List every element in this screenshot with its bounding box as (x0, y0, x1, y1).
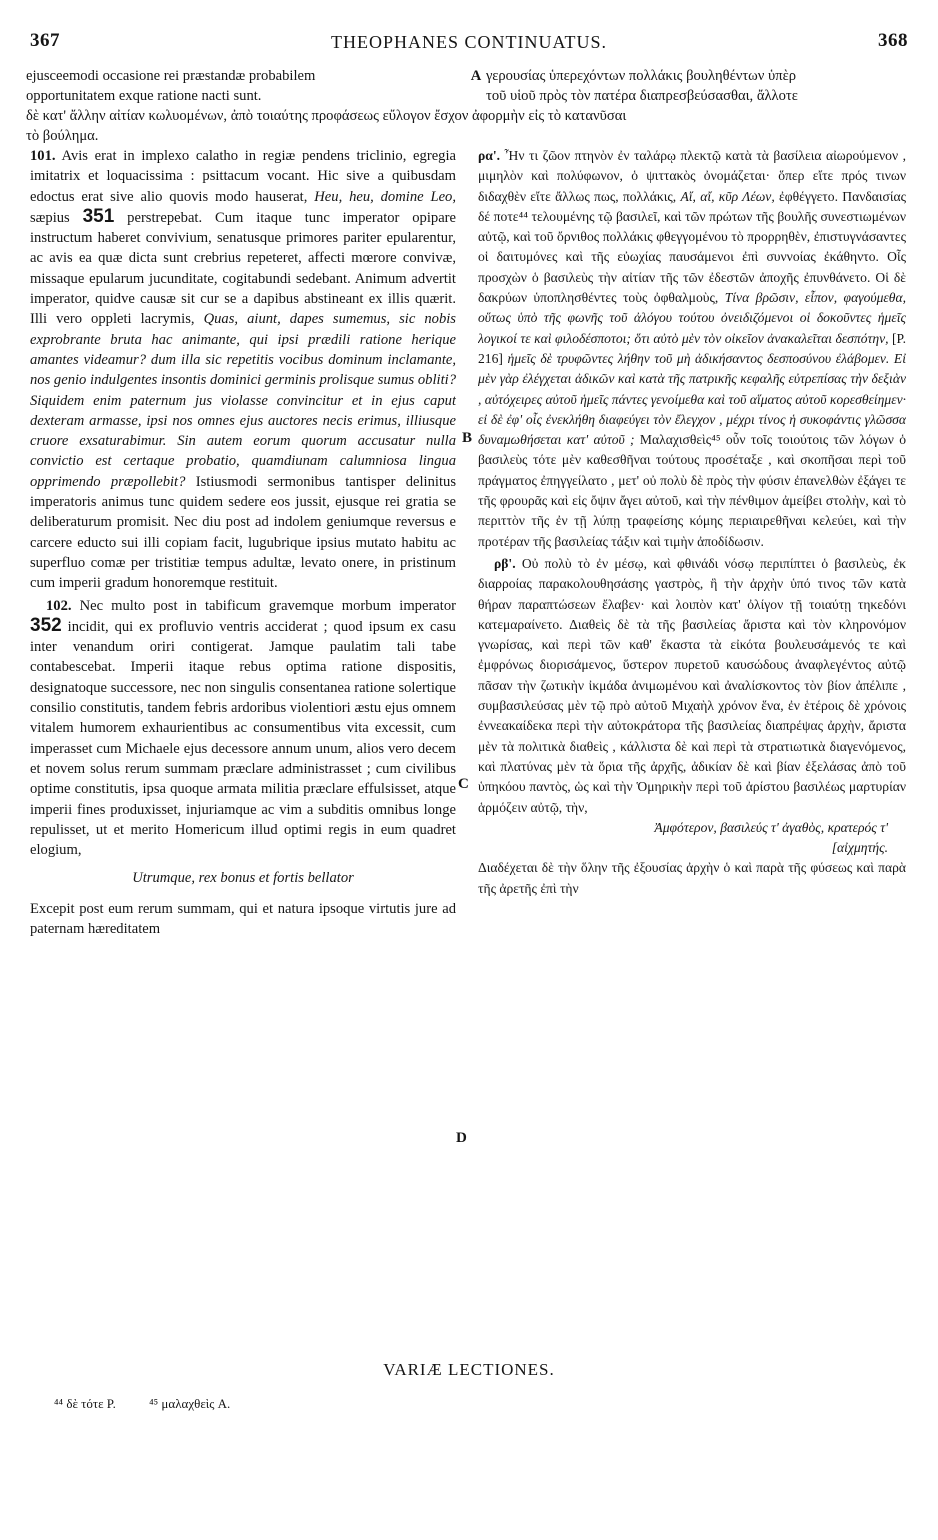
greek-verse-line-2: [αἰχμητής. (831, 840, 888, 856)
greek-verse-line-1: Ἀμφότερον, βασιλεύς τ' ἀγαθὸς, κρατερός τ' (654, 819, 888, 835)
variant-note: ⁴⁵ μαλαχθεὶς A. (149, 1396, 231, 1411)
section-number: ρβ'. (494, 555, 516, 571)
latin-column (30, 146, 456, 1358)
section-number: 101. (30, 148, 56, 164)
variant-note: ⁴⁴ δὲ τότε P. (54, 1396, 116, 1411)
running-title: THEOPHANES CONTINUATUS. (330, 32, 607, 52)
margin-marker-a: A (470, 68, 482, 84)
page-reference: [P. 216] (478, 330, 906, 366)
top-latin-2: opportunitatem exque ratione nacti sunt. (26, 88, 262, 104)
section-number: ρα'. (478, 148, 501, 163)
variae-heading: VARIÆ LECTIONES. (383, 1360, 555, 1379)
top-greek-1: γερουσίας ὑπερεχόντων πολλάκις βουληθέντων ὑπὲρ (486, 68, 797, 84)
section-number: 102. (46, 597, 72, 614)
greek-section-102: ρβ'. Οὐ πολὺ τὸ ἐν μέσῳ, καὶ φθινάδι νόσῳ περιπίπτει ὁ βασιλεὺς, ἐκ διαρροίας παρακολουθησάσης γαστρὸς, ἣ τὴν ἀρχὴν ὑπό τινος τῶν κατὰ θήραν παραπτώσεων ἔλαβεν· καὶ λοιπὸν κατ' ὀλίγον τῇ τοιαύτῃ τηκεδόνι κατεμαραίνετο. Διαθεὶς δὲ τὰ τῆς βασιλείας ἄριστα καὶ τὸν κληρονόμον γνωρίσας, καὶ περὶ τῶν καθ' ἕκαστα τὰ εἰκότα βουλευσάμενός τε καὶ ἐμφρόνως διορισάμενος, ὕστερον πυρετοῦ καυσώδους ἀναφλεγέντος αὐτῷ πᾶσαν τὴν ζωτικὴν ἰκμάδα ἀνιμωμένου καὶ ἀναλίσκοντος τὸν βίον ἀπέλιπε , συμβασιλεύσας μὲν τῷ πρὸ αὐτοῦ Μιχαὴλ χρόνον ἕνα, ἐν ἑτέροις δὲ χρόνοις ἐννεακαίδεκα περὶ τὴν αὐτοκράτορα τῆς βασιλείας διαπρέψας ἀρχὴν, ἄριστα μὲν τὰ πολιτικὰ διαθεὶς , κάλλιστα δὲ καὶ περὶ τὰ στρατιωτικὰ διαγενόμενος, καὶ πλατύνας μὲν τὰ ὅρια τῆς ἀρχῆς, ἀδικίαν δὲ καὶ βίαν ἐξελάσας ἀπὸ τοῦ ὑπηκόου παντὸς, ὡς καὶ τὴν Ὁμηρικὴν περὶ τοῦ ἀρίστου βασιλέως μαρτυρίαν ἁρμόζειν αὐτῷ, τὴν, (478, 555, 906, 815)
top-latin-1: ejusceemodi occasione rei præstandæ probabilem (26, 68, 316, 84)
latin-section-101: 101. Avis erat in implexo calatho in regiæ pendens triclinio, egregia imitatrix et loquacissima : psittacum vocant. Hic sive a quibusdam edoctus erat sive alio quovis modo hauserat, Heu, heu, domine Leo, sæpius 351 perstrepebat. Cum itaque tunc imperator opipare instructum haberet convivium, senatusque primores pariter epularentur, ac avis ea quæ dicta sunt crebrius repeteret, affecti mœrore convivæ, missaque epularum jucunditate, cogitabundi sedebant. Animum advertit imperator, quidve causæ sit cur se a dapibus abstineant ex illis quærit. Illi vero oppleti lacrymis, Quas, aiunt, dapes sumemus, sic nobis exprobrante bruta hac animante, qui ipsi prædili ratione herique amantes videamur? dum illa sic repetitis vocibus dominum inclamante, nos genio indulgentes insontis dominici germinis prolisque sumus obliti? Siquidem enim paternum jus violasse convincitur et in ejus caput dexteram armasse, ipsi nos omnes ejus auctores necis erimus, illiusque cruore exsaturabimur. Sin autem eorum quorum accusatur nulla convictio est certaque probatio, quamdiunam calumniosa lingua opprimendo præpollebit? Istiusmodi sermonibus tantisper delinitus imperatoris animus tunc quidem sedere eos jussit, ejusque rei gratia se deliberaturum promisit. Nec diu post ad indolem geniumque reversus e carcere educto sui illi copiam facit, lugubrique ipsius mutato habitu ac superfluo comæ per tristitiæ tempus adultæ, levato onere, in pristinum cum imperii gradum honoremque restituit. (30, 148, 456, 592)
variant-notes (54, 1396, 260, 1412)
top-line-4: τὸ βούλημα. (26, 128, 99, 144)
page-header (30, 30, 908, 58)
right-page-number: 368 (878, 30, 908, 51)
top-line-1 (26, 66, 912, 86)
margin-marker-d: D (456, 1130, 467, 1146)
greek-section-101: ρα'. Ἦν τι ζῶον πτηνὸν ἐν ταλάρῳ πλεκτῷ κατὰ τὰ βασίλεια αἰωρούμενον , μιμηλὸν καὶ πολύφωνον, ὁ ψιττακὸς ὀνομάζεται· ὅπερ εἴτε πρός τινων διδαχθὲν εἴτε ἄλλως πως, πολλάκις, Αἴ, αἴ, κῦρ Λέων, ἐφθέγγετο. Πανδαισίας δέ ποτε⁴⁴ τελουμένης τῷ βασιλεῖ, καὶ τῶν πρώτων τῆς βουλῆς συνεστιωμένων αὐτῷ, καὶ τοῦ ὄρνιθος πολλάκις φθεγγομένου τὸ προρρηθὲν, ἐπιστυγνάσαντες οἱ δαιτυμόνες καὶ τῆς εὐωχίας παυσάμενοι ἐπὶ συννοίας ἐκάθηντο. Οἷς προσχὼν ὁ βασιλεὺς τὴν αἰτίαν τῆς τῶν ἐδεστῶν ἀποχῆς ἐπυνθάνετο. Οἱ δὲ δακρύων ὑποπλησθέντες τοὺς ὀφθαλμοὺς, Τίνα βρῶσιν, εἶπον, φαγούμεθα, οὕτως ὑπὸ τῆς φωνῆς τοῦ ἀλόγου τούτου ὀνειδιζόμενοι οἱ δοκοῦντες ἡμεῖς λογικοί τε καὶ φιλοδέσποτοι; ὅτι αὐτὸ μὲν τὸν οἰκεῖον ἀνακαλεῖται δεσπότην, [P. 216] ἡμεῖς δὲ τρυφῶντες λήθην τοῦ μὴ ἀδικήσαντος δεσποσύνου ἐλάβομεν. Εἰ μὲν γὰρ ἐλέγχεται ἀδικῶν καὶ κατὰ τῆς πατρικῆς κεφαλῆς εὐτρεπίσας τὴν δεξιὰν , αὐτόχειρες αὐτοῦ ἡμεῖς πάντες γενοίμεθα καὶ τοῦ αἵματος αὐτοῦ κορεσθείημεν· εἰ δὲ ἐφ' οἷς ἐνεκλήθη διαφεύγει τὸν ἔλεγχον , μέχρι τίνος ἡ συκοφάντις γλῶσσα δυναμωθήσεται κατ' αὐτοῦ ; Μαλαχισθεὶς⁴⁵ οὖν τοῖς τοιούτοις τῶν λόγων ὁ βασιλεὺς τότε μὲν καθεσθῆναι τούτους προσέταξε , καὶ σκοπῆσαι περὶ τοῦ πράγματος ἐπηγγείλατο , μετ' οὐ πολὺ δὲ πρὸς τὴν φύσιν ἐπανελθὼν ἐξάγει τε τῆς φρουρᾶς καὶ εἰς ὄψιν ἄγει αὐτοῦ, καὶ τὴν πένθιμον ἀμείβει στολὴν, καὶ τὸ περιττὸν τῆς ἐν τῇ λύπῃ τραφείσης κόμης περιαιρεθῆναι κελεύει, καὶ τὴν προτέραν τῆς βασιλείας τάξιν καὶ τιμὴν ἀποδίδωσιν. (478, 148, 906, 549)
left-page-number: 367 (30, 30, 60, 51)
page-reference: 352 (30, 614, 62, 636)
margin-marker-c: C (458, 776, 469, 792)
verse-quotation: Utrumque, rex bonus et fortis bellator (132, 870, 354, 887)
margin-marker-b: B (462, 430, 473, 446)
latin-section-102: 102. Nec multo post in tabificum gravemque morbum imperator 352 incidit, qui ex profluvio ventris acciderat ; quod ipsum ex casu inter venandum oriri contigerat. Jamque paulatim tali tabe contabescebat. Imperii itaque rebus optima ratione dispositis, designatoque successore, nec non singulis consentanea ratione solertique consilio constitutis, tandem febris ardoribus violentiori æstu ejus omnem vitalem humorem exhaurientibus ac consumentibus vita excessit, cum imperasset cum Michaele ejus decessore annum unum, alios vero decem et novem solus rerum summam præclare administrasset ; cum civilibus optime constitutis, ipsa quoque armata militia præclare effulsisset, atque imperii fines produxisset, injuriamque ac vim a subditis omnibus longe repulisset, ut et merito Homericum illud optimi regis in eum quadret elogium, (30, 597, 456, 859)
page-reference: 351 (82, 205, 115, 227)
latin-continuation: Excepit post eum rerum summam, qui et natura ipsoque virtutis jure ad paternam hæreditatem (30, 900, 456, 937)
top-greek-2: τοῦ υἱοῦ πρὸς τὸν πατέρα διαπρεσβεύσασθαι, ἄλλοτε (486, 88, 798, 104)
top-line-3: δὲ κατ' ἄλλην αἰτίαν κωλυομένων, ἀπὸ τοιαύτης προφάσεως εὔλογον ἔσχον ἀφορμὴν εἰς τὸ κατανῦσαι (26, 108, 627, 124)
continued-text (26, 66, 912, 146)
top-line-2 (26, 86, 912, 106)
greek-column (478, 146, 906, 1358)
greek-continuation: Διαδέχεται δὲ τὴν ὅλην τῆς ἐξουσίας ἀρχὴν ὁ καὶ παρὰ τῆς φύσεως καὶ παρὰ τῆς ἀρετῆς ἐπὶ τὴν (478, 860, 906, 896)
